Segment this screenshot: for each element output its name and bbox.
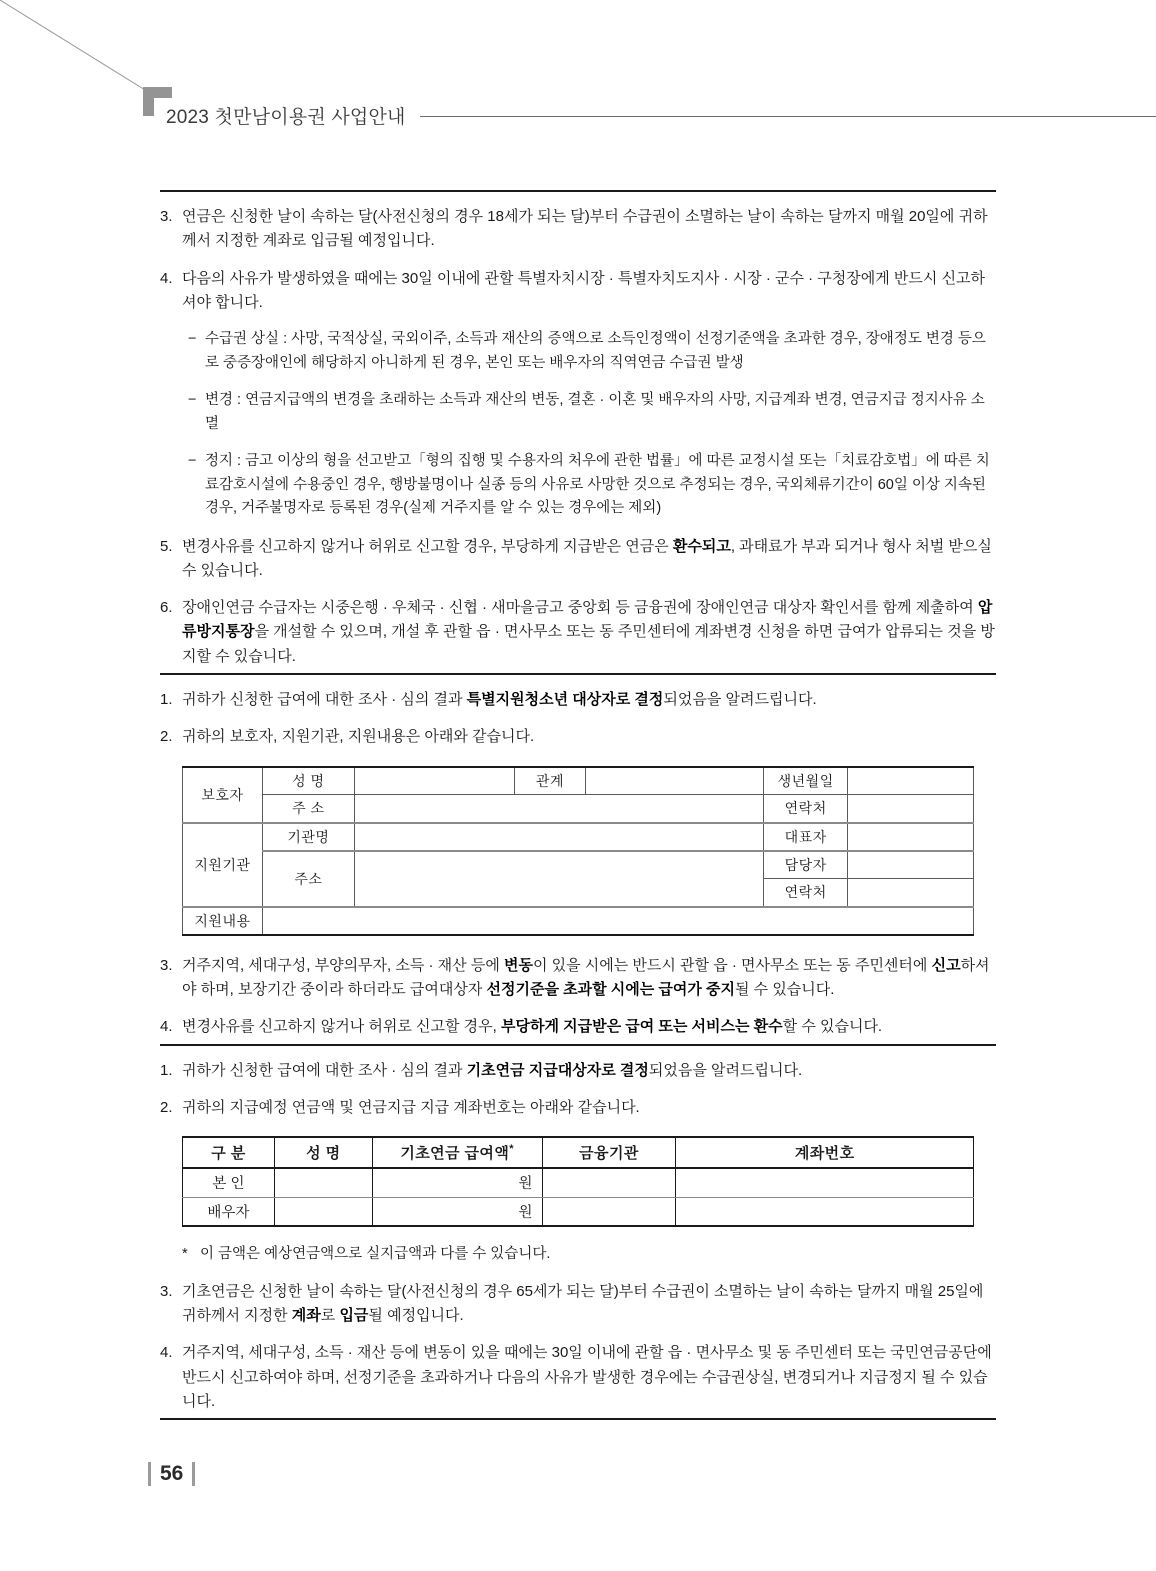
guardian-table-wrapper xyxy=(182,766,974,936)
list-text xyxy=(182,1015,996,1039)
emphasis-text: 입금 xyxy=(339,1306,369,1324)
emphasis-text: 선정기준을 초과할 시에는 급여가 중지 xyxy=(486,980,735,998)
text-part: 변경사유를 신고하지 않거나 허위로 신고할 경우, xyxy=(182,1018,501,1036)
list-item xyxy=(160,1096,996,1120)
cell-value-contact[interactable] xyxy=(848,795,974,823)
text-part: 로 xyxy=(320,1306,340,1324)
cell-label-name: 성 명 xyxy=(262,767,354,795)
text-part: 할 수 있습니다. xyxy=(782,1018,883,1036)
list-text: 거주지역, 세대구성, 소득 · 재산 등에 변동이 있을 때에는 30일 이내에 관할 읍 · 면사무소 및 동 주민센터 또는 국민연금공단에 반드시 신고하여야 하며, 선정기준을 초과하거나 다음의 사유가 발생한 경우에는 수급권상실, 변경되거나 지급정지 될 수 있습니다. xyxy=(182,1344,992,1410)
table-row xyxy=(183,795,974,823)
text-part: 장애인연금 수급자는 시중은행 · 우체국 · 신협 · 새마을금고 중앙회 등 금융권에 장애인연금 대상자 확인서를 함께 제출하여 xyxy=(182,599,978,617)
table-row xyxy=(183,823,974,851)
cell-value-name[interactable] xyxy=(354,767,514,795)
section-divider-bottom xyxy=(160,1418,996,1420)
dash-marker: − xyxy=(188,453,197,470)
footer-bar-left xyxy=(148,1462,151,1486)
list-marker: 5. xyxy=(160,537,173,555)
table-row xyxy=(183,851,974,879)
text-part: 기초연금은 신청한 날이 속하는 달(사전신청의 경우 65세가 되는 달)부터 수급권이 소멸하는 날이 속하는 달까지 매월 25일에 귀하께서 지정한 xyxy=(182,1282,984,1324)
list-marker: 2. xyxy=(160,1098,173,1116)
col-header-division: 구 분 xyxy=(183,1137,275,1168)
table-row xyxy=(183,767,974,795)
list-marker: 1. xyxy=(160,1061,173,1079)
list-text xyxy=(182,1059,996,1083)
page-content xyxy=(160,190,996,1420)
cell-amount[interactable]: 원 xyxy=(372,1168,542,1197)
header-rule xyxy=(420,116,1156,117)
cell-amount[interactable]: 원 xyxy=(372,1197,542,1226)
cell-label-manager: 담당자 xyxy=(764,851,848,879)
col-header-amount-label: 기초연금 급여액 xyxy=(400,1145,510,1163)
list-item xyxy=(160,1280,996,1329)
list-marker: 3. xyxy=(160,1282,173,1300)
corner-diagonal-line xyxy=(0,0,160,100)
list-text xyxy=(182,1280,996,1329)
text-part: 하셔야 하며, 보장기간 중이라 하더라도 급여대상자 xyxy=(182,956,990,998)
section-basic-pension xyxy=(160,1046,996,1419)
row-label-agency: 지원기관 xyxy=(183,823,263,907)
footnote xyxy=(182,1243,996,1266)
page-footer xyxy=(148,1462,195,1486)
list-marker: 4. xyxy=(160,1344,173,1362)
text-part: 될 수 있습니다. xyxy=(735,980,835,998)
cell-label-representative: 대표자 xyxy=(764,823,848,851)
list-text xyxy=(182,954,996,1003)
table-row xyxy=(183,1168,974,1197)
cell-label-relation: 관계 xyxy=(514,767,586,795)
table-row xyxy=(183,907,974,935)
text-part: 될 예정입니다. xyxy=(368,1306,464,1324)
text-part: 되었음을 알려드립니다. xyxy=(663,691,817,709)
cell-value-agency-address[interactable] xyxy=(354,851,763,907)
list-text xyxy=(182,596,996,669)
list-item xyxy=(188,450,996,520)
section-pension xyxy=(160,192,996,673)
list-item xyxy=(160,267,996,316)
list-item xyxy=(188,328,996,375)
list-item xyxy=(160,535,996,584)
list-marker: 3. xyxy=(160,956,173,974)
cell-label-contact: 연락처 xyxy=(764,795,848,823)
emphasis-text: 변동 xyxy=(503,956,533,974)
list-marker: 4. xyxy=(160,1018,173,1036)
col-header-amount xyxy=(372,1137,542,1168)
list-marker: 6. xyxy=(160,599,173,617)
cell-account[interactable] xyxy=(676,1168,974,1197)
list-text: 연금은 신청한 날이 속하는 달(사전신청의 경우 18세가 되는 달)부터 수급권이 소멸하는 날이 속하는 달까지 매월 20일에 귀하께서 지정한 계좌로 입금될 예정입니다. xyxy=(182,208,988,250)
dash-marker: − xyxy=(188,392,197,409)
list-marker: 2. xyxy=(160,728,173,746)
list-text: 정지 : 금고 이상의 형을 선고받고「형의 집행 및 수용자의 처우에 관한 법률」에 따른 교정시설 또는「치료감호법」에 따른 치료감호시설에 수용중인 경우, 행방불명이나 실종 등의 사유로 사망한 것으로 추정되는 경우, 국외체류기간이 60일 이상 지속된 경우, 거주불명자로 등록된 경우(실제 거주지를 알 수 있는 경우에는 제외) xyxy=(205,453,990,517)
emphasis-text: 특별지원청소년 대상자로 결정 xyxy=(466,691,664,709)
text-part: , 과태료가 부과 되거나 형사 처벌 받으실 수 있습니다. xyxy=(182,537,992,579)
table-header-row xyxy=(183,1137,974,1168)
list-text: 귀하의 지급예정 연금액 및 연금지급 지급 계좌번호는 아래와 같습니다. xyxy=(182,1098,640,1116)
cell-label-agency-name: 기관명 xyxy=(262,823,354,851)
section-youth xyxy=(160,675,996,1043)
footer-bar-right xyxy=(192,1462,195,1486)
cell-account[interactable] xyxy=(676,1197,974,1226)
cell-division: 본 인 xyxy=(183,1168,275,1197)
list-item xyxy=(160,596,996,669)
text-part: 이 있을 시에는 반드시 관할 읍 · 면사무소 또는 동 주민센터에 xyxy=(532,956,932,974)
dash-marker: − xyxy=(188,331,197,348)
table-row xyxy=(183,1197,974,1226)
cell-name[interactable] xyxy=(274,1168,372,1197)
list-text: 귀하의 보호자, 지원기관, 지원내용은 아래와 같습니다. xyxy=(182,728,535,746)
emphasis-text: 환수되고 xyxy=(672,537,731,555)
emphasis-text: 계좌 xyxy=(291,1306,321,1324)
cell-value-representative[interactable] xyxy=(848,823,974,851)
list-item xyxy=(160,725,996,749)
cell-label-address: 주 소 xyxy=(262,795,354,823)
list-text: 수급권 상실 : 사망, 국적상실, 국외이주, 소득과 재산의 증액으로 소득인정액이 선정기준액을 초과한 경우, 장애정도 변경 등으로 중증장애인에 해당하지 아니하게 된 경우, 본인 또는 배우자의 직역연금 수급권 발생 xyxy=(205,331,986,371)
footnote-text: 이 금액은 예상연금액으로 실지급액과 다를 수 있습니다. xyxy=(200,1246,551,1263)
text-part: 귀하가 신청한 급여에 대한 조사 · 심의 결과 xyxy=(182,691,467,709)
cell-value-support[interactable] xyxy=(262,907,973,935)
footnote-marker: * xyxy=(182,1246,188,1263)
col-header-account: 계좌번호 xyxy=(676,1137,974,1168)
list-item xyxy=(160,205,996,254)
list-text xyxy=(182,535,996,584)
list-text: 변경 : 연금지급액의 변경을 초래하는 소득과 재산의 변동, 결혼 · 이혼 및 배우자의 사망, 지급계좌 변경, 연금지급 정지사유 소멸 xyxy=(205,392,985,432)
text-part: 을 개설할 수 있으며, 개설 후 관할 읍 · 면사무소 또는 동 주민센터에 계좌변경 신청을 하면 급여가 압류되는 것을 방지할 수 있습니다. xyxy=(182,623,995,665)
cell-label-birth: 생년월일 xyxy=(764,767,848,795)
row-label-guardian: 보호자 xyxy=(183,767,263,823)
cell-name[interactable] xyxy=(274,1197,372,1226)
emphasis-text: 부당하게 지급받은 급여 또는 서비스는 환수 xyxy=(500,1018,783,1036)
header-title: 2023 첫만남이용권 사업안내 xyxy=(166,106,406,128)
col-header-bank: 금융기관 xyxy=(542,1137,676,1168)
guardian-agency-table xyxy=(182,766,974,936)
emphasis-text: 기초연금 지급대상자로 결정 xyxy=(466,1061,649,1079)
cell-value-agency-contact[interactable] xyxy=(848,879,974,907)
list-text: 다음의 사유가 발생하였을 때에는 30일 이내에 관할 특별자치시장 · 특별자치도지사 · 시장 · 군수 · 구청장에게 반드시 신고하셔야 합니다. xyxy=(182,269,986,311)
cell-value-relation[interactable] xyxy=(586,767,764,795)
list-item xyxy=(188,389,996,436)
list-item xyxy=(160,1341,996,1414)
text-part: 되었음을 알려드립니다. xyxy=(648,1061,803,1079)
cell-label-agency-contact: 연락처 xyxy=(764,879,848,907)
pension-amount-table xyxy=(182,1136,974,1227)
list-item xyxy=(160,954,996,1003)
cell-value-address[interactable] xyxy=(354,795,763,823)
list-item xyxy=(160,1059,996,1083)
col-header-name: 성 명 xyxy=(274,1137,372,1168)
page-header xyxy=(0,98,1156,132)
cell-label-agency-address: 주소 xyxy=(262,851,354,907)
list-marker: 3. xyxy=(160,208,173,225)
list-marker: 4. xyxy=(160,269,173,287)
text-part: 변경사유를 신고하지 않거나 허위로 신고할 경우, 부당하게 지급받은 연금은 xyxy=(182,537,673,555)
emphasis-text: 신고 xyxy=(931,956,961,974)
row-label-support: 지원내용 xyxy=(183,907,263,935)
cell-division: 배우자 xyxy=(183,1197,275,1226)
text-part: 거주지역, 세대구성, 부양의무자, 소득 · 재산 등에 xyxy=(182,956,504,974)
list-item xyxy=(160,688,996,712)
cell-bank[interactable] xyxy=(542,1197,676,1226)
page-number: 56 xyxy=(160,1462,184,1485)
list-item xyxy=(160,1015,996,1039)
emphasis-text: 압류방지통장 xyxy=(182,599,993,641)
list-marker: 1. xyxy=(160,691,173,709)
text-part: 귀하가 신청한 급여에 대한 조사 · 심의 결과 xyxy=(182,1061,467,1079)
cell-value-birth[interactable] xyxy=(848,767,974,795)
cell-value-agency-name[interactable] xyxy=(354,823,763,851)
footnote-asterisk: * xyxy=(509,1143,514,1156)
cell-value-manager[interactable] xyxy=(848,851,974,879)
list-text xyxy=(182,688,996,712)
pension-table-wrapper xyxy=(182,1136,974,1227)
cell-bank[interactable] xyxy=(542,1168,676,1197)
